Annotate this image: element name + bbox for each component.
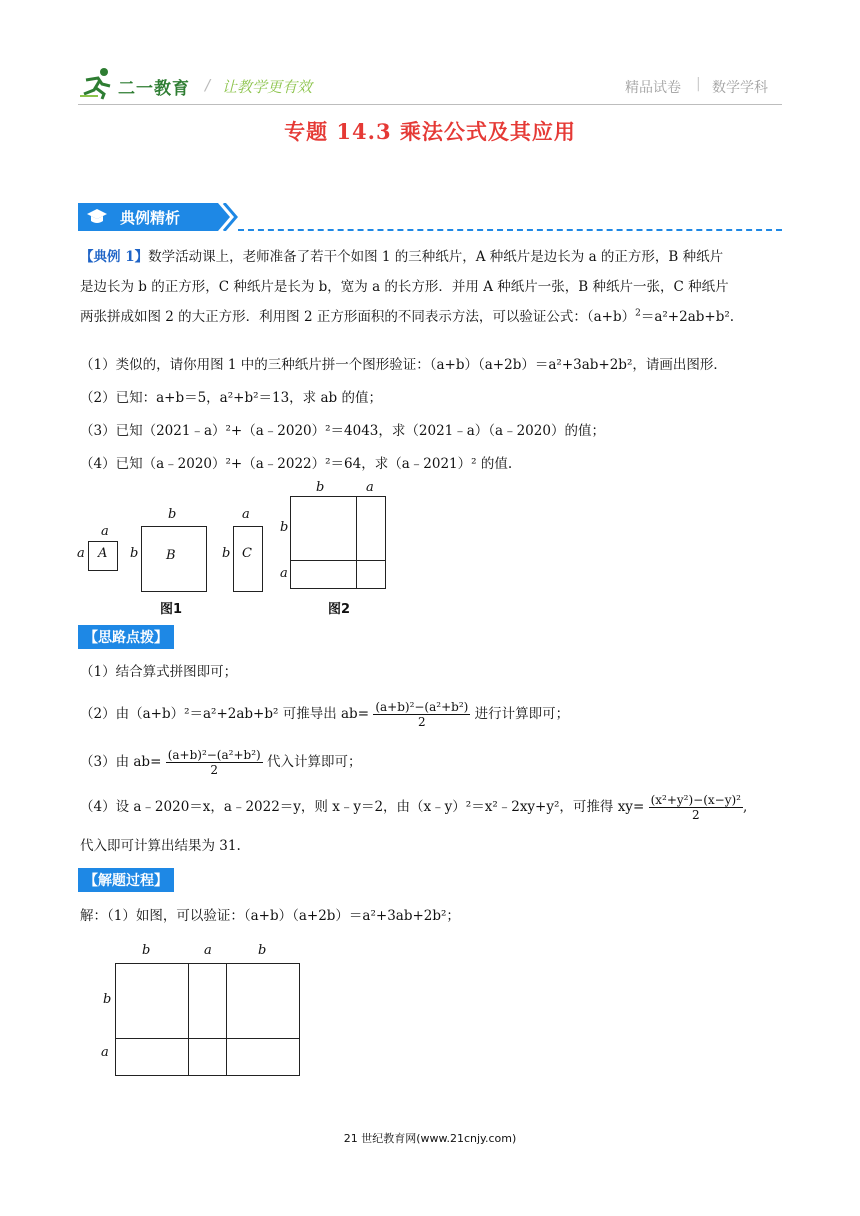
- header-category: 精品试卷: [625, 80, 681, 96]
- tile-a-label: A: [98, 546, 108, 561]
- example-text-1: 数学活动课上，老师准备了若干个如图 1 的三种纸片，A 种纸片是边长为 a 的正方形，B 种纸片: [148, 249, 724, 265]
- solution-tag: 【解题过程】: [78, 868, 174, 892]
- logo-text: 二一教育: [118, 79, 190, 99]
- hint-2-tail: 进行计算即可；: [474, 706, 570, 722]
- caption-figure-1: 图1: [160, 602, 183, 617]
- sol-left-label-2: a: [101, 1045, 109, 1060]
- fig2-b-left: b: [280, 520, 289, 535]
- fig2-horizontal-divider: [290, 560, 386, 561]
- question-3: （3）已知（2021﹣a）²+（a﹣2020）²＝4043，求（2021﹣a）（a﹣2020）的值；: [80, 423, 605, 439]
- hint-1: （1）结合算式拼图即可；: [80, 664, 238, 680]
- fig2-vertical-divider: [356, 496, 357, 589]
- footer-text: 21 世纪教育网(www.21cnjy.com): [343, 1132, 517, 1145]
- example-line-3: 两张拼成如图 2 的大正方形．利用图 2 正方形面积的不同表示方法，可以验证公式：$(a+b)^2=a^2+2ab+b^2$.: [80, 308, 735, 325]
- fig2-a-top: a: [366, 480, 374, 495]
- example-text-3b: ＝a²+2ab+b².: [640, 309, 735, 325]
- fig2-b-top: b: [316, 480, 325, 495]
- tile-b-label: B: [166, 548, 176, 563]
- fig1-a-top-c: a: [242, 507, 250, 522]
- hint-3: [80, 748, 361, 777]
- sol-top-label-1: b: [142, 943, 151, 958]
- example-line-2: 是边长为 b 的正方形，C 种纸片是长为 b，宽为 a 的长方形．并用 A 种纸片一张，B 种纸片一张，C 种纸片: [80, 279, 729, 295]
- hint-3-fraction: [166, 748, 263, 777]
- fig1-a-top: a: [101, 524, 109, 539]
- example-line-1: [80, 247, 723, 267]
- question-2: （2）已知：a+b＝5，a²+b²＝13，求 ab 的值；: [80, 390, 382, 406]
- question-4: （4）已知（a﹣2020）²+（a﹣2022）²＝64，求（a﹣2021）² 的值.: [80, 456, 513, 472]
- caption-figure-2: 图2: [328, 602, 351, 617]
- section-dashed-rule: [238, 229, 782, 231]
- hint-4: [80, 793, 747, 822]
- slogan: 让教学更有效: [222, 78, 313, 96]
- solution-line-1: 解：（1）如图，可以验证：（a+b）（a+2b）＝a²+3ab+2b²；: [80, 908, 460, 924]
- fig1-b-left-c: b: [222, 546, 231, 561]
- fraction-denominator: 2: [417, 715, 426, 729]
- hint-3-tail: 代入计算即可；: [266, 754, 362, 770]
- fraction-numerator: (a+b)²−(a²+b²): [375, 700, 469, 714]
- sol-vline-1: [188, 963, 189, 1076]
- section-banner: [78, 203, 238, 231]
- hint-4-comma: ,: [742, 799, 748, 815]
- hint-3-text: （3）由 ab=: [80, 754, 162, 770]
- header-divider: [78, 104, 782, 105]
- hint-2-fraction: [373, 700, 470, 729]
- fraction-numerator: (x²+y²)−(x−y)²: [650, 793, 741, 807]
- fraction-denominator: 2: [210, 763, 218, 777]
- hint-2-text: （2）由（a+b）²＝a²+2ab+b² 可推导出 ab=: [80, 706, 370, 722]
- header-subject: 数学学科: [712, 80, 768, 96]
- section-label: 典例精析: [120, 209, 181, 227]
- slogan-separator: /: [205, 76, 211, 94]
- fig2-outer-square: [290, 496, 386, 589]
- header-separator: |: [696, 76, 701, 92]
- fraction-denominator: 2: [691, 808, 700, 822]
- fig1-a-left: a: [77, 546, 85, 561]
- fig2-a-left: a: [280, 566, 288, 581]
- sol-top-label-3: b: [258, 943, 267, 958]
- hint-2: [80, 700, 569, 729]
- logo: [78, 66, 198, 102]
- hint-4-fraction: [649, 793, 743, 822]
- example-tag: 【典例 1】: [80, 249, 149, 265]
- hint-4-text: （4）设 a﹣2020＝x，a﹣2022＝y，则 x﹣y＝2，由（x﹣y）²＝x²﹣2xy+y²，可推得 xy=: [80, 799, 645, 815]
- example-text-3a: 两张拼成如图 2 的大正方形．利用图 2 正方形面积的不同表示方法，可以验证公式：（a+b）: [80, 309, 636, 325]
- hint-4-result: 代入即可计算出结果为 31.: [80, 838, 241, 854]
- sol-hline: [115, 1038, 300, 1039]
- fig1-b-left: b: [130, 546, 139, 561]
- fraction-numerator: (a+b)²−(a²+b²): [167, 748, 261, 762]
- runner-logo-icon: [78, 66, 118, 100]
- sol-left-label-1: b: [103, 992, 112, 1007]
- fig1-b-top: b: [168, 507, 177, 522]
- graduation-cap-icon: [86, 208, 108, 226]
- question-1: （1）类似的，请你用图 1 中的三种纸片拼一个图形验证：（a+b）（a+2b）＝a²+3ab+2b²，请画出图形．: [80, 357, 727, 373]
- sol-top-label-2: a: [204, 943, 212, 958]
- page-title: 专题 14.3 乘法公式及其应用: [284, 119, 576, 144]
- sol-outer-rect: [115, 963, 300, 1076]
- hint-tag: 【思路点拨】: [78, 625, 174, 649]
- tile-c-label: C: [242, 546, 252, 561]
- sol-vline-2: [226, 963, 227, 1076]
